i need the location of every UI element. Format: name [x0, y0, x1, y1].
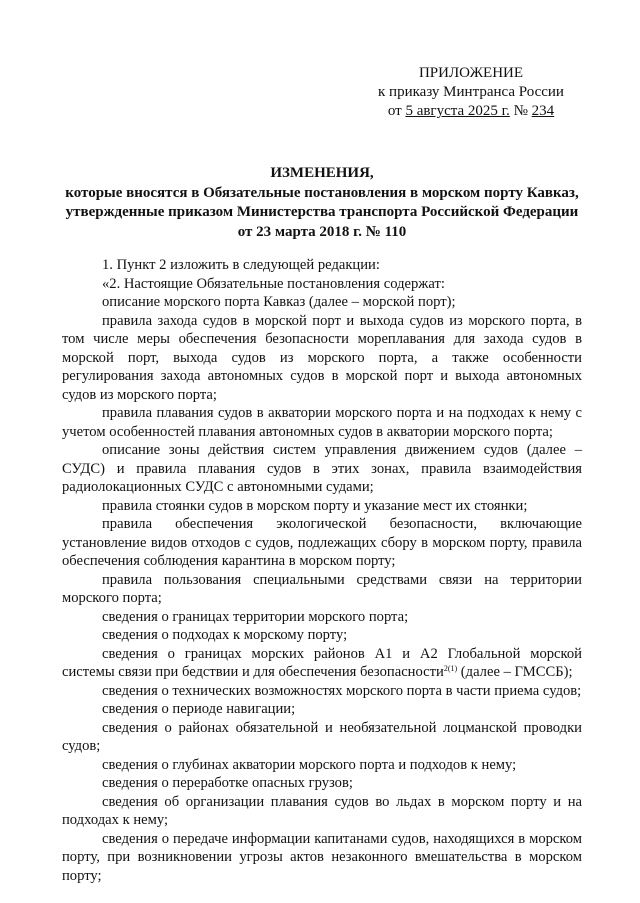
paragraph-gmdss [62, 645, 582, 682]
paragraph: правила стоянки судов в морском порту и указание мест их стоянки; [102, 497, 528, 514]
paragraph: описание морского порта Кавказ (далее – морской порт); [102, 294, 456, 310]
paragraph: сведения о передаче информации капитанами судов, находящихся в морском порту, при возникновении угрозы актов незаконного вмешательства в морском порту; [62, 830, 582, 884]
title-line: от 23 марта 2018 г. № 110 [237, 223, 407, 240]
appendix-date: 5 августа 2025 г. [405, 103, 510, 119]
title-line: которые вносятся в Обязательные постановления в морском порту Кавказ, [65, 184, 579, 201]
paragraph: правила обеспечения экологической безопасности, включающие установление видов отходов с судов, подлежащих сбору в морском порту, правила обеспечения соблюдения карантина в морском порту; [62, 516, 582, 569]
paragraph: правила захода судов в морской порт и выхода судов из морского порта, в том числе меры обеспечения безопасности мореплавания для захода судов в морской порт, выхода судов из морского порта, а также особенности регулирования захода автономных судов в морской порт и выхода автономных судов из морского порта; [62, 312, 582, 403]
paragraph: сведения о глубинах акватории морского порта и подходов к нему; [102, 756, 517, 773]
paragraph: «2. Настоящие Обязательные постановления содержат: [102, 275, 445, 292]
appendix-date-prefix: от [387, 103, 406, 119]
appendix-number: 234 [531, 103, 555, 119]
paragraph: сведения о периоде навигации; [102, 701, 296, 717]
paragraph: правила плавания судов в акватории морского порта и на подходах к нему с учетом особенностей плавания автономных судов в акватории морского порта; [62, 405, 582, 440]
paragraph: сведения о технических возможностях морского порта в части приема судов; [102, 682, 582, 699]
appendix-order-reference: к приказу Минтранса России [378, 84, 564, 100]
paragraph: 1. Пункт 2 изложить в следующей редакции: [102, 257, 380, 273]
appendix-date-line [356, 102, 586, 121]
appendix-block [356, 64, 586, 121]
paragraph: сведения о границах территории морского порта; [102, 608, 409, 625]
gmdss-text: сведения о границах морских районов А1 и А2 Глобальной морской системы связи при бедствии и для обеспечения безопасности [62, 645, 582, 680]
footnote-marker: 2(1) [443, 664, 458, 673]
gmdss-text-end: (далее – ГМССБ); [457, 664, 573, 680]
document-body [62, 256, 582, 885]
title-line: ИЗМЕНЕНИЯ, [270, 165, 374, 181]
paragraph: описание зоны действия систем управления движением судов (далее – СУДС) и правила плавания судов в этих зонах, правила взаимодействия радиолокационных СУДС с автономными судами; [62, 442, 582, 495]
document-title [62, 164, 582, 242]
appendix-heading: ПРИЛОЖЕНИЕ [418, 65, 524, 81]
paragraph: сведения об организации плавания судов во льдах в морском порту и на подходах к нему; [62, 793, 582, 828]
appendix-number-sign: № [509, 103, 532, 119]
paragraph: сведения о подходах к морскому порту; [102, 627, 348, 643]
paragraph: правила пользования специальными средствами связи на территории морского порта; [62, 571, 582, 606]
paragraph: сведения о переработке опасных грузов; [102, 775, 353, 791]
title-line: утвержденные приказом Министерства транспорта Российской Федерации [65, 204, 579, 220]
paragraph: сведения о районах обязательной и необязательной лоцманской проводки судов; [62, 719, 582, 754]
